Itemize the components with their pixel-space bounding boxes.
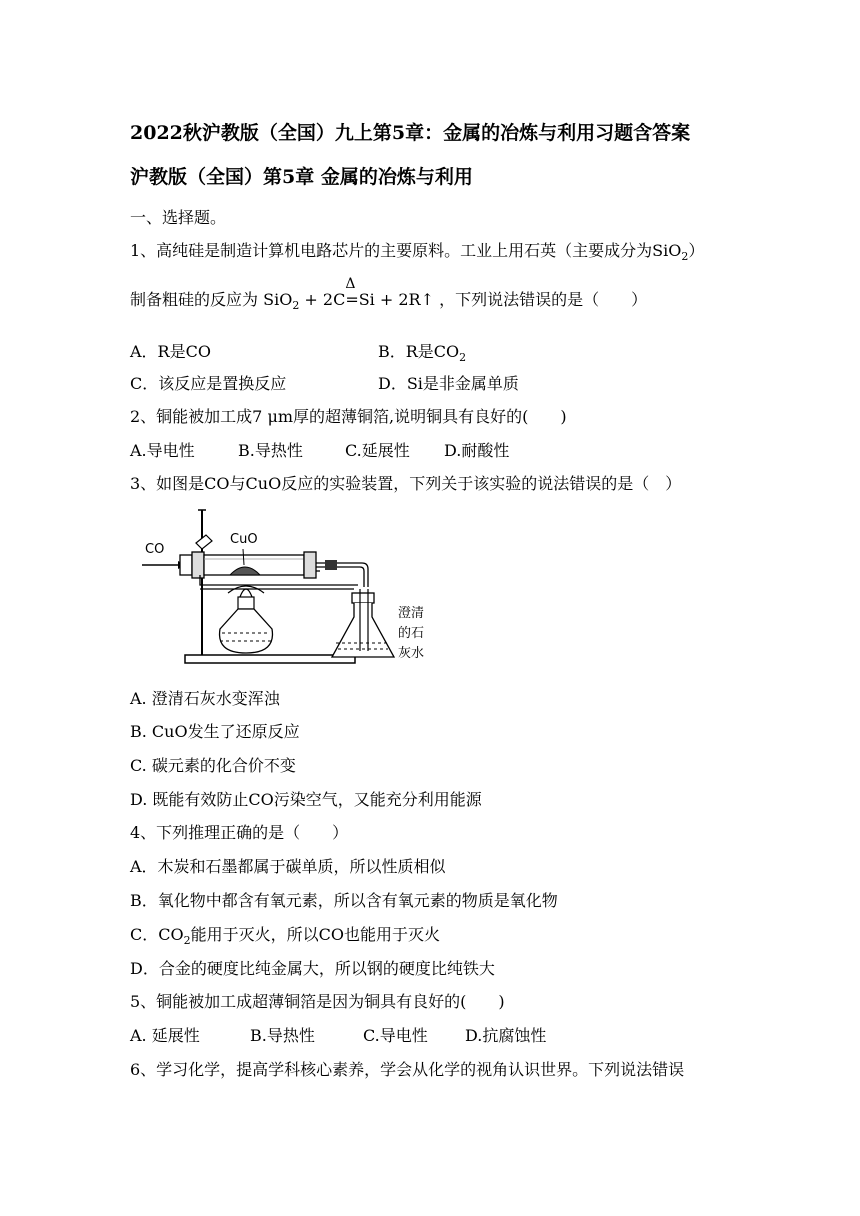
q3-option-a: A. 澄清石灰水变浑浊 [130, 689, 280, 708]
q5-option-b: B.导热性 [250, 1026, 315, 1045]
q5-option-a: A. 延展性 [130, 1026, 200, 1045]
chapter-subtitle: 沪教版（全国）第5章 金属的冶炼与利用 [130, 166, 473, 188]
section-heading: 一、选择题。 [130, 208, 227, 227]
q3-stem: 3、如图是CO与CuO反应的实验装置，下列关于该实验的说法错误的是（ ） [130, 474, 682, 493]
q4-option-b: B．氧化物中都含有氧元素，所以含有氧元素的物质是氧化物 [130, 891, 558, 910]
lime-water-label-2: 的石 [398, 626, 425, 641]
q1-option-c: C．该反应是置换反应 [130, 374, 287, 393]
q2-option-b: B.导热性 [238, 441, 303, 460]
lime-water-label-3: 灰水 [398, 646, 425, 661]
co-label: CO [145, 542, 165, 557]
q3-option-d: D. 既能有效防止CO污染空气，又能充分利用能源 [130, 790, 482, 809]
q2-option-c: C.延展性 [345, 441, 410, 460]
q4-option-d: D．合金的硬度比纯金属大，所以钢的硬度比纯铁大 [130, 959, 495, 978]
q4-option-a: A．木炭和石墨都属于碳单质，所以性质相似 [130, 857, 446, 876]
q3-option-b: B. CuO发生了还原反应 [130, 722, 300, 741]
q1-equation: SiO$_2$ + 2C Δ =Si + 2R↑ [263, 276, 435, 313]
q1-option-b: B．R是$CO_2$ [378, 342, 467, 365]
q1-stem-line1: 1、高纯硅是制造计算机电路芯片的主要原料。工业上用石英（主要成分为SiO$_2$） [130, 241, 705, 264]
q1-option-a: A．R是CO [130, 342, 211, 361]
q1-stem-line2: 制备粗硅的反应为 SiO$_2$ + 2C Δ =Si + 2R↑ ，下列说法错误的是（ ） [130, 276, 648, 313]
q2-stem: 2、铜能被加工成7 μm厚的超薄铜箔,说明铜具有良好的( ) [130, 407, 567, 426]
q2-option-a: A.导电性 [130, 441, 195, 460]
q5-stem: 5、铜能被加工成超薄铜箔是因为铜具有良好的( ) [130, 992, 505, 1011]
co-cuo-apparatus-figure [140, 505, 440, 670]
q5-option-d: D.抗腐蚀性 [465, 1026, 547, 1045]
q4-stem: 4、下列推理正确的是（ ） [130, 823, 349, 842]
q3-option-c: C. 碳元素的化合价不变 [130, 756, 296, 775]
q1-option-d: D．Si是非金属单质 [378, 374, 519, 393]
q5-option-c: C.导电性 [363, 1026, 428, 1045]
cuo-label: CuO [230, 532, 258, 547]
q6-stem: 6、学习化学，提高学科核心素养，学会从化学的视角认识世界。下列说法错误 [130, 1060, 685, 1079]
lime-water-label-1: 澄清 [398, 606, 425, 621]
document-title: 2022秋沪教版（全国）九上第5章：金属的冶炼与利用习题含答案 [130, 122, 691, 144]
q4-option-c: C．$CO_2$能用于灭火，所以CO也能用于灭火 [130, 925, 440, 948]
q2-option-d: D.耐酸性 [444, 441, 510, 460]
